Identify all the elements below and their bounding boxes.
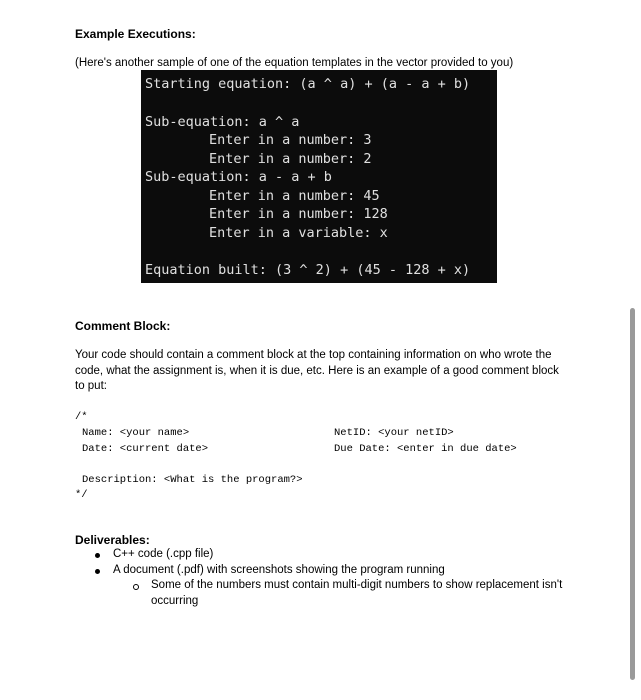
- console-line: Sub-equation: a ^ a: [145, 114, 300, 130]
- comment-date: Date: <current date>: [82, 443, 209, 455]
- comment-block-heading: Comment Block:: [75, 319, 171, 333]
- list-item: A document (.pdf) with screenshots showing the program running: [113, 564, 445, 576]
- comment-name: Name: <your name>: [82, 427, 190, 439]
- sub-bullet-icon: [133, 584, 139, 590]
- console-line: Enter in a number: 45: [209, 188, 380, 204]
- comment-netid: NetID: <your netID>: [334, 427, 454, 439]
- vertical-scrollbar[interactable]: [630, 308, 635, 680]
- list-item: C++ code (.cpp file): [113, 548, 214, 560]
- comment-open: /*: [75, 411, 88, 423]
- console-line: Enter in a variable: x: [209, 225, 388, 241]
- console-line: Sub-equation: a - a + b: [145, 169, 332, 185]
- list-item: Some of the numbers must contain multi-digit numbers to show replacement isn't: [151, 579, 563, 591]
- console-screenshot: [141, 70, 497, 283]
- console-line: Equation built: (3 ^ 2) + (45 - 128 + x): [145, 262, 471, 278]
- console-line: Enter in a number: 2: [209, 151, 372, 167]
- bullet-icon: [95, 553, 100, 558]
- comment-due-date: Due Date: <enter in due date>: [334, 443, 517, 455]
- bullet-icon: [95, 569, 100, 574]
- list-item-continuation: occurring: [151, 595, 199, 607]
- comment-block-paragraph: Your code should contain a comment block at the top containing information on who wrote the code, what the assignment is, when it is due, etc. Here is an example of a good comment block to put:: [75, 349, 559, 392]
- deliverables-heading: Deliverables:: [75, 533, 150, 547]
- console-line: Enter in a number: 128: [209, 206, 388, 222]
- comment-description: Description: <What is the program?>: [82, 474, 303, 486]
- example-note: (Here's another sample of one of the equation templates in the vector provided to you): [75, 57, 514, 69]
- example-executions-heading: Example Executions:: [75, 27, 196, 41]
- console-line: Starting equation: (a ^ a) + (a - a + b): [145, 76, 471, 92]
- console-line: Enter in a number: 3: [209, 132, 372, 148]
- comment-close: */: [75, 489, 88, 501]
